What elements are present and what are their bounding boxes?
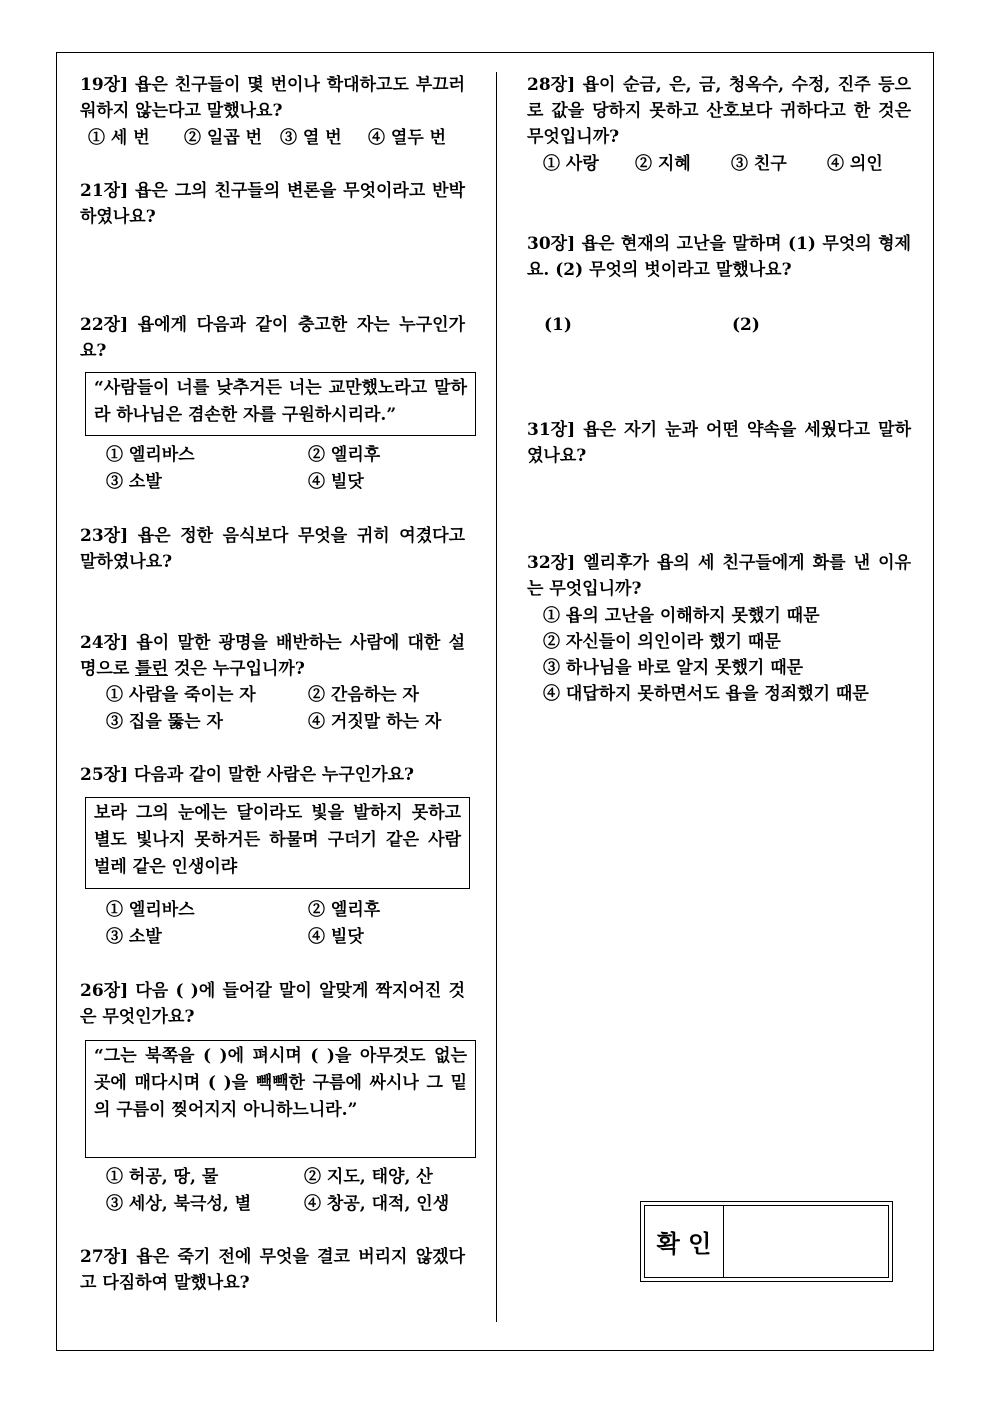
q30-answer-2-label: (2): [732, 315, 760, 335]
q32-option-2[interactable]: ② 자신들이 의인이라 했기 때문: [543, 632, 781, 652]
question-24: [80, 630, 465, 682]
q26-option-2[interactable]: ② 지도, 태양, 산: [304, 1167, 433, 1187]
question-26-text: 26장] 다음 ( )에 들어갈 말이 알맞게 짝지어진 것은 무엇인가요?: [80, 981, 465, 1027]
q26-option-1[interactable]: ① 허공, 땅, 물: [106, 1167, 219, 1187]
q25-option-3[interactable]: ③ 소발: [106, 927, 162, 947]
confirm-box-inner: [644, 1205, 889, 1278]
question-25-options: [106, 897, 476, 953]
question-24-options: [106, 682, 476, 738]
q28-option-2[interactable]: ② 지혜: [635, 154, 691, 174]
question-25: [80, 762, 465, 788]
question-22-quote: “사람들이 너를 낮추거든 너는 교만했노라고 말하라 하나님은 겸손한 자를 구원하시리라.”: [94, 378, 467, 425]
q28-option-1[interactable]: ① 사랑: [543, 154, 599, 174]
q25-option-1[interactable]: ① 엘리바스: [106, 900, 195, 920]
underlined-word: 틀린: [135, 659, 169, 679]
q30-answer-1-label: (1): [544, 315, 572, 335]
q32-option-3[interactable]: ③ 하나님을 바로 알지 못했기 때문: [543, 658, 804, 678]
question-19: [80, 72, 465, 124]
q19-option-1[interactable]: ① 세 번: [88, 128, 150, 148]
question-26-quote-box: [85, 1040, 476, 1158]
q22-option-3[interactable]: ③ 소발: [106, 472, 162, 492]
question-30-answers: [544, 312, 904, 339]
confirm-box: [640, 1201, 893, 1282]
question-22-options: [106, 442, 476, 498]
question-25-quote: 보라 그의 눈에는 달이라도 빛을 발하지 못하고 별도 빛나지 못하거든 하물며 구더기 같은 사람 벌레 같은 인생이랴: [94, 803, 461, 877]
question-28-text: 28장] 욥이 순금, 은, 금, 청옥수, 수정, 진주 등으로 값을 당하지 못하고 산호보다 귀하다고 한 것은 무엇입니까?: [527, 75, 911, 147]
question-19-options: [88, 125, 468, 152]
question-22-text: 22장] 욥에게 다음과 같이 충고한 자는 누구인가요?: [80, 315, 465, 361]
question-30-text: 30장] 욥은 현재의 고난을 말하며 (1) 무엇의 형제요. (2) 무엇의 벗이라고 말했나요?: [527, 234, 911, 280]
column-divider: [496, 72, 497, 1322]
question-26-quote: “그는 북쪽을 ( )에 펴시며 ( )을 아무것도 없는 곳에 매다시며 ( )을 빽빽한 구름에 싸시나 그 밑의 구름이 찢어지지 아니하느니라.”: [94, 1046, 467, 1120]
question-19-text: 19장] 욥은 친구들이 몇 번이나 학대하고도 부끄러워하지 않는다고 말했나요?: [80, 75, 465, 121]
question-28: [527, 72, 911, 150]
q28-option-4[interactable]: ④ 의인: [827, 154, 883, 174]
q19-option-4[interactable]: ④ 열두 번: [368, 128, 447, 148]
question-32: [527, 550, 911, 602]
question-23-text: 23장] 욥은 정한 음식보다 무엇을 귀히 여겼다고 말하였나요?: [80, 526, 465, 572]
q22-option-1[interactable]: ① 엘리바스: [106, 445, 195, 465]
question-23: [80, 523, 465, 575]
q25-option-2[interactable]: ② 엘리후: [308, 900, 381, 920]
question-27-text: 27장] 욥은 죽기 전에 무엇을 결코 버리지 않겠다고 다짐하여 말했나요?: [80, 1247, 465, 1293]
question-25-text: 25장] 다음과 같이 말한 사람은 누구인가요?: [80, 765, 415, 785]
q24-option-2[interactable]: ② 간음하는 자: [308, 685, 419, 705]
q26-option-3[interactable]: ③ 세상, 북극성, 별: [106, 1194, 252, 1214]
question-28-options: [543, 151, 913, 178]
question-24-text: 24장] 욥이 말한 광명을 배반하는 사람에 대한 설명으로 틀린 것은 누구입니까?: [80, 633, 465, 679]
question-27: [80, 1244, 465, 1296]
question-30: [527, 231, 911, 283]
q19-option-2[interactable]: ② 일곱 번: [184, 128, 263, 148]
q22-option-4[interactable]: ④ 빌닷: [308, 472, 364, 492]
q19-option-3[interactable]: ③ 열 번: [280, 128, 342, 148]
q24-option-4[interactable]: ④ 거짓말 하는 자: [308, 712, 442, 732]
q24-option-3[interactable]: ③ 집을 뚫는 자: [106, 712, 223, 732]
question-32-options: [543, 603, 923, 713]
q26-option-4[interactable]: ④ 창공, 대적, 인생: [304, 1194, 450, 1214]
confirm-label: 확 인: [645, 1206, 724, 1277]
question-22-quote-box: [85, 372, 476, 436]
question-31-text: 31장] 욥은 자기 눈과 어떤 약속을 세웠다고 말하였나요?: [527, 420, 911, 466]
question-31: [527, 417, 911, 469]
question-32-text: 32장] 엘리후가 욥의 세 친구들에게 화를 낸 이유는 무엇입니까?: [527, 553, 911, 599]
question-22: [80, 312, 465, 364]
q28-option-3[interactable]: ③ 친구: [731, 154, 787, 174]
q32-option-4[interactable]: ④ 대답하지 못하면서도 욥을 정죄했기 때문: [543, 684, 869, 704]
question-21: [80, 178, 465, 230]
q25-option-4[interactable]: ④ 빌닷: [308, 927, 364, 947]
question-21-text: 21장] 욥은 그의 친구들의 변론을 무엇이라고 반박하였나요?: [80, 181, 465, 227]
question-26: [80, 978, 465, 1030]
question-26-options: [106, 1164, 476, 1220]
q24-option-1[interactable]: ① 사람을 죽이는 자: [106, 685, 256, 705]
question-25-quote-box: [85, 797, 470, 889]
q22-option-2[interactable]: ② 엘리후: [308, 445, 381, 465]
q32-option-1[interactable]: ① 욥의 고난을 이해하지 못했기 때문: [543, 606, 820, 626]
